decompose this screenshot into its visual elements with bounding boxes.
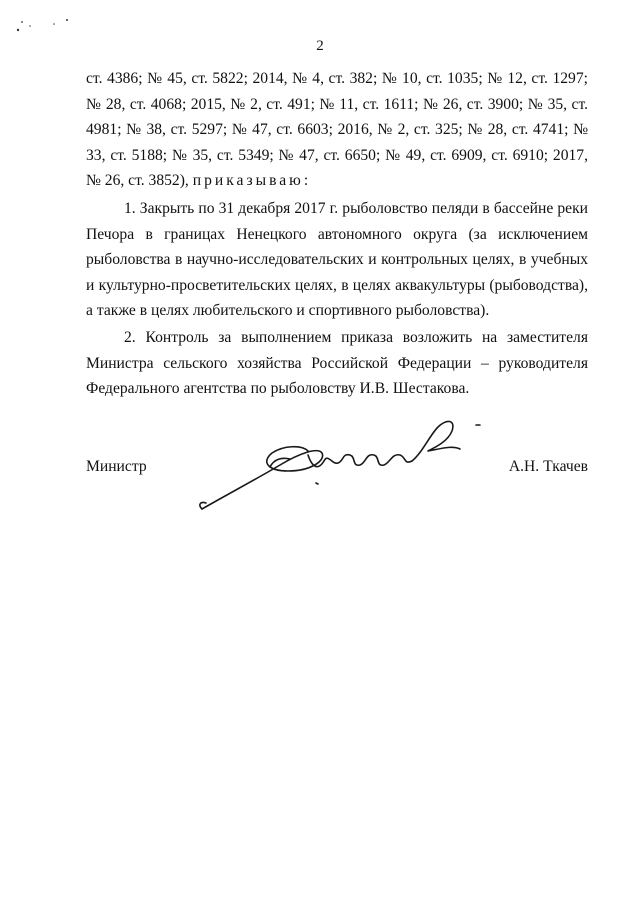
order-word: приказываю: [192, 172, 304, 190]
paragraph-item-2: 2. Контроль за выполнением приказа возложить на заместителя Министра сельского хозяйства Российской Федерации – руководителя Федерального агентства по рыболовству И.В. Шестакова.: [86, 329, 588, 398]
handwritten-signature: [190, 405, 490, 515]
signatory-role: Министр: [86, 458, 147, 475]
page-number: 2: [316, 38, 324, 54]
signatory-name: А.Н. Ткачев: [508, 458, 588, 475]
paragraph-item-1: 1. Закрыть по 31 декабря 2017 г. рыболовство пеляди в бассейне реки Печора в границах Ненецкого автономного округа (за исключением рыболовства в научно-исследовательских и контрольных целях, в учебных и культурно-просветительских целях, в целях аквакультуры (рыбоводства), а также в целях любительского и спортивного рыболовства).: [86, 200, 588, 320]
order-suffix: :: [303, 172, 309, 190]
legal-references-text: ст. 4386; № 45, ст. 5822; 2014, № 4, ст. 382; № 10, ст. 1035; № 12, ст. 1297; № 28, ст. 4068; 2015, № 2, ст. 491; № 11, ст. 1611; № 26, ст. 3900; № 35, ст. 4981; № 38, ст. 5297; № 47, ст. 6603; 2016, № 2, ст. 325; № 28, ст. 4741; № 33, ст. 5188; № 35, ст. 5349; № 47, ст. 6650; № 49, ст. 6909, ст. 6910; 2017, № 26, ст. 3852),: [86, 70, 588, 190]
